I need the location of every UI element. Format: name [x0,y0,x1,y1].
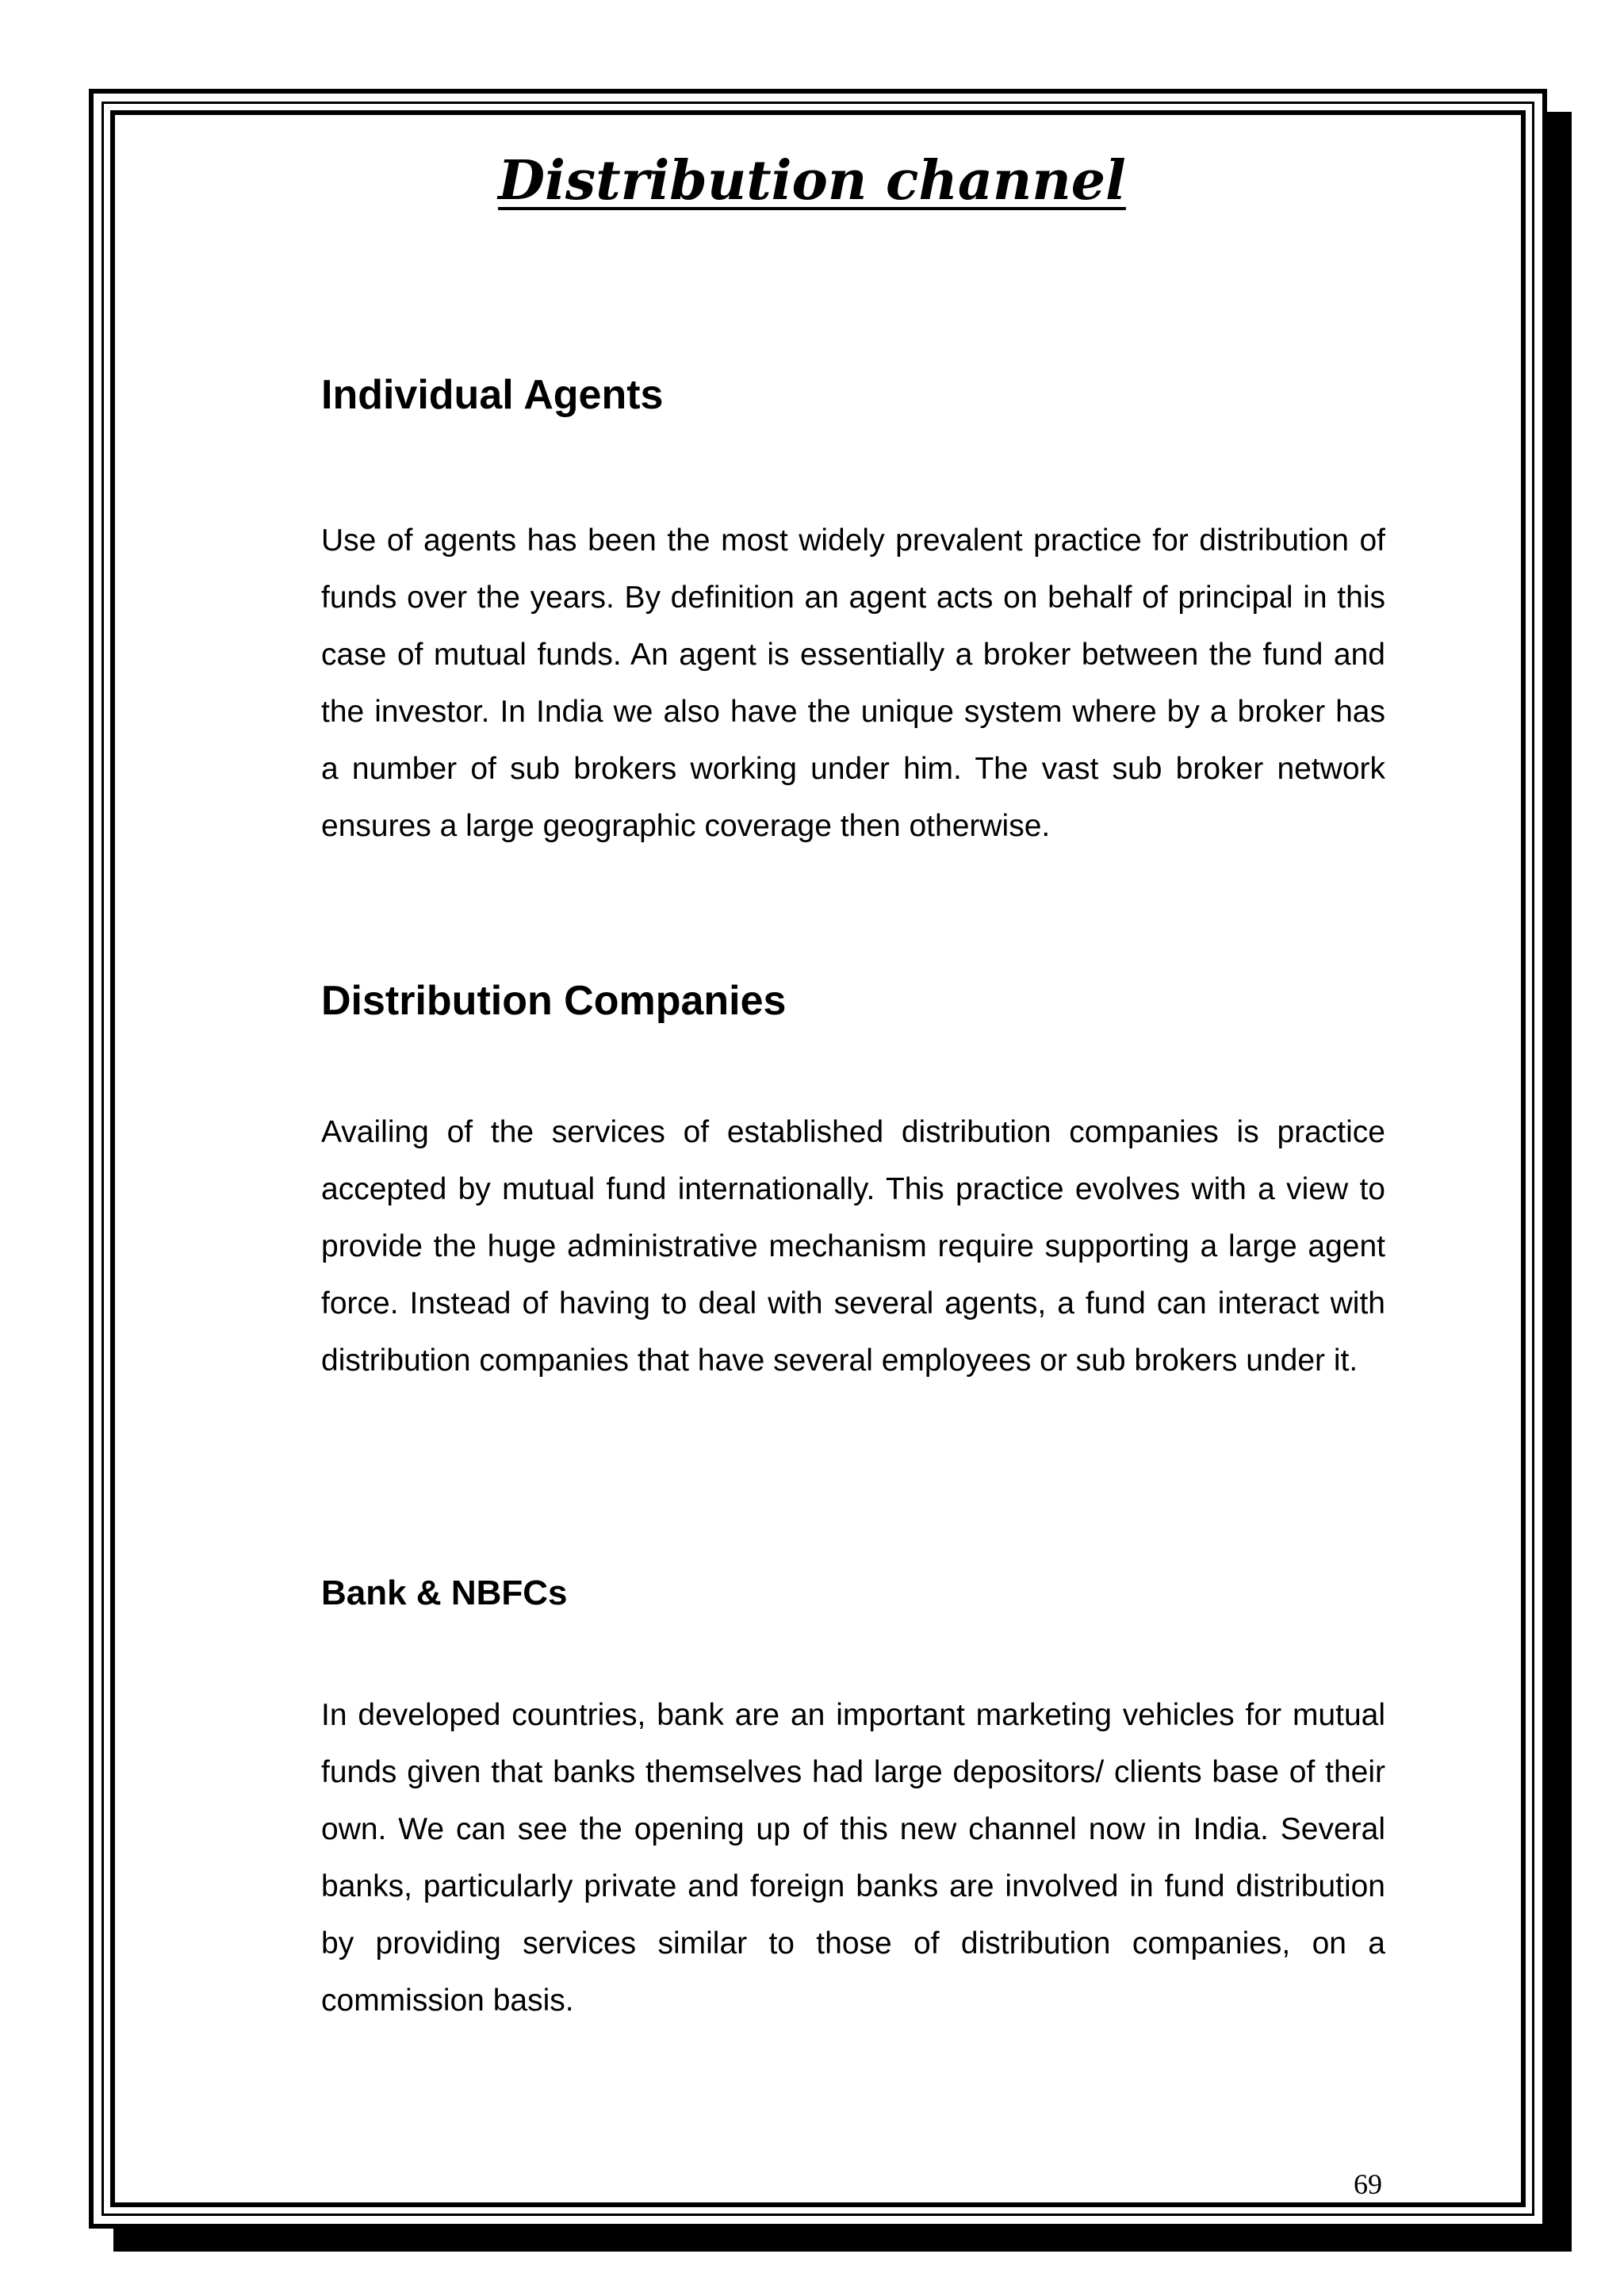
heading-distribution-companies: Distribution Companies [321,978,787,1024]
page-title-text: Distribution channel [498,149,1126,213]
heading-bank-nbfcs: Bank & NBFCs [321,1573,568,1612]
page-number: 69 [1354,2168,1382,2200]
heading-individual-agents: Individual Agents [321,372,664,418]
page-title [0,141,1624,220]
paragraph-bank-nbfcs: In developed countries, bank are an important marketing vehicles for mutual funds given that banks themselves had large depositors/ clients base of their own. We can see the opening up of this new channel now in India. Several banks, particularly private and foreign banks are involved in fund distribution by providing services similar to those of distribution companies, on a commission basis. [321,1698,1385,2018]
paragraph-distribution-companies: Availing of the services of established distribution companies is practice accepted by mutual fund internationally. This practice evolves with a view to provide the huge administrative mechanism require supporting a large agent force. Instead of having to deal with several agents, a fund can interact with distribution companies that have several employees or sub brokers under it. [321,1115,1385,1378]
paragraph-individual-agents: Use of agents has been the most widely prevalent practice for distribution of funds over the years. By definition an agent acts on behalf of principal in this case of mutual funds. An agent is essentially a broker between the fund and the investor. In India we also have the unique system where by a broker has a number of sub brokers working under him. The vast sub broker network ensures a large geographic coverage then otherwise. [321,523,1385,843]
